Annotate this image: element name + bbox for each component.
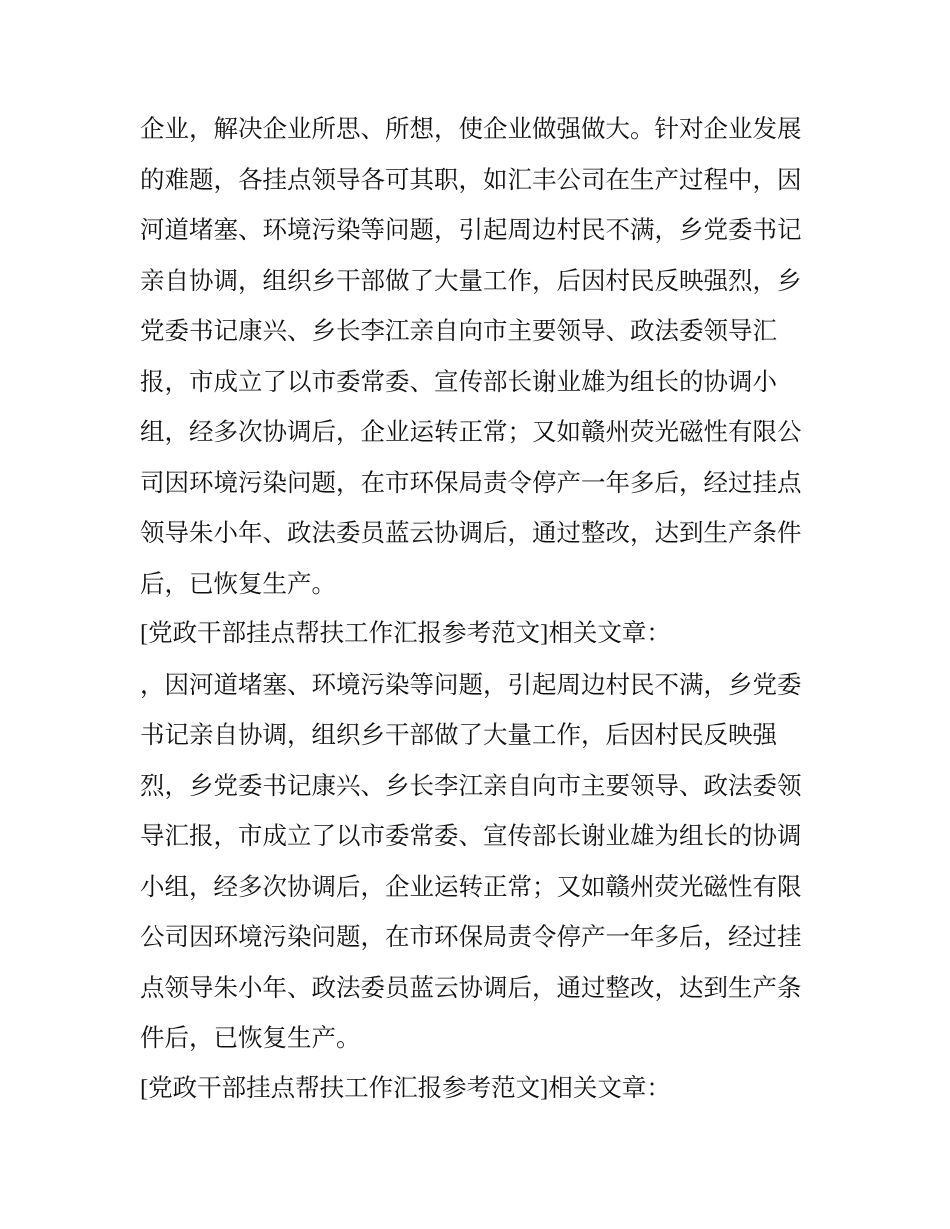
text-line: 报，市成立了以市委常委、宣传部长谢业雄为组长的协调小 [140, 366, 777, 396]
text-line: 亲自协调，组织乡干部做了大量工作，后因村民反映强烈，乡 [140, 265, 802, 295]
text-line: 领导朱小年、政法委员蓝云协调后，通过整改，达到生产条件 [140, 518, 802, 547]
related-articles-heading: [党政干部挂点帮扶工作汇报参考范文]相关文章： [140, 620, 671, 647]
text-line: 司因环境污染问题，在市环保局责令停产一年多后，经过挂点 [140, 467, 802, 497]
text-line: 导汇报，市成立了以市委常委、宣传部长谢业雄为组长的协调 [140, 821, 802, 850]
text-line: 河道堵塞、环境污染等问题，引起周边村民不满，乡党委书记 [140, 215, 802, 244]
related-articles-heading: [党政干部挂点帮扶工作汇报参考范文]相关文章： [140, 1074, 671, 1102]
text-line: 后，已恢复生产。 [140, 568, 336, 598]
text-line: ，因河道堵塞、环境污染等问题，引起周边村民不满，乡党委 [140, 669, 802, 699]
text-line: 书记亲自协调，组织乡干部做了大量工作，后因村民反映强 [140, 720, 777, 749]
paragraph-1 [140, 104, 815, 609]
text-line: 件后，已恢复生产。 [140, 1023, 361, 1052]
text-line: 公司因环境污染问题，在市环保局责令停产一年多后，经过挂 [140, 922, 802, 951]
text-line: 点领导朱小年、政法委员蓝云协调后，通过整改，达到生产条 [140, 972, 802, 1002]
paragraph-2 [140, 660, 815, 1064]
text-line: 党委书记康兴、乡长李江亲自向市主要领导、政法委领导汇 [140, 316, 777, 345]
text-line: 烈，乡党委书记康兴、乡长李江亲自向市主要领导、政法委领 [140, 770, 802, 800]
text-line: 组，经多次协调后，企业运转正常；又如赣州荧光磁性有限公 [140, 417, 802, 446]
text-line: 小组，经多次协调后，企业运转正常；又如赣州荧光磁性有限 [140, 871, 802, 901]
text-line: 的难题，各挂点领导各可其职，如汇丰公司在生产过程中，因 [140, 164, 802, 194]
text-line: 企业，解决企业所思、所想，使企业做强做大。针对企业发展 [140, 114, 802, 143]
document-body [140, 104, 815, 1114]
